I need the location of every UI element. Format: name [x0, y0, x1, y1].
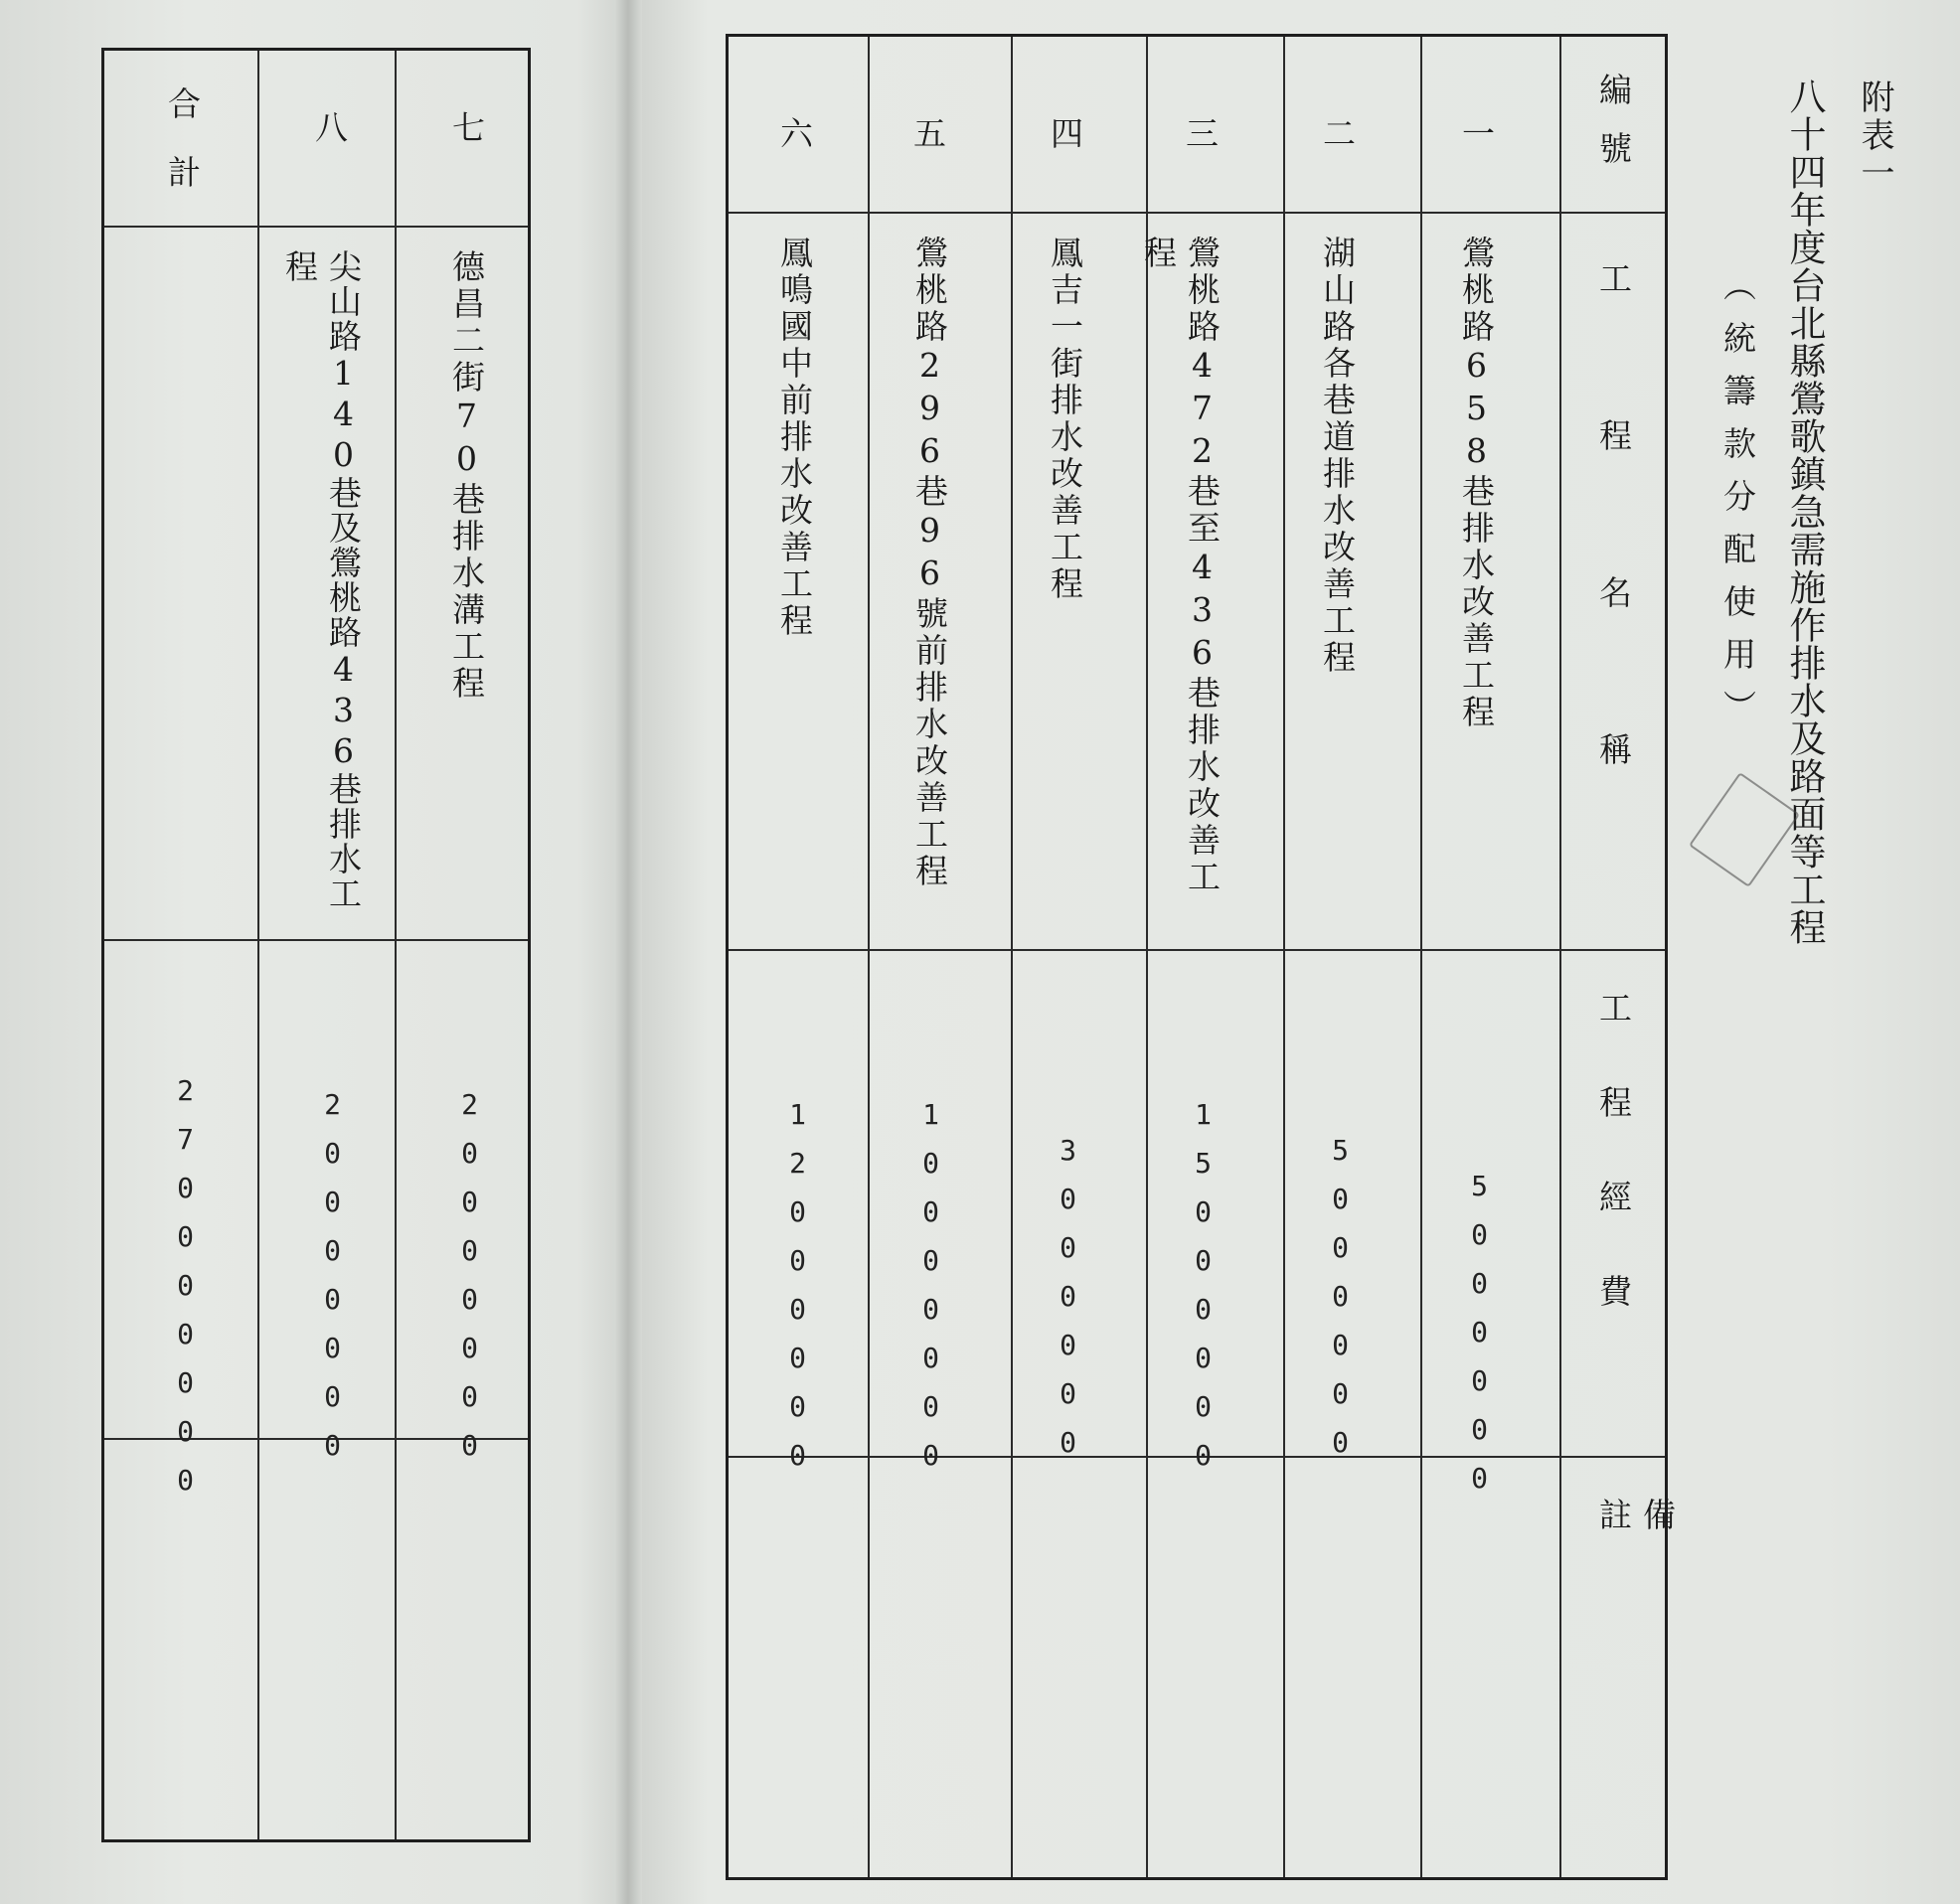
row-cost: 15000000	[1187, 1098, 1220, 1488]
row-number: 一	[1457, 116, 1496, 149]
row-number: 四	[1046, 116, 1084, 149]
row-number: 三	[1181, 116, 1220, 149]
row-project-name: 德昌二街70巷排水溝工程	[447, 249, 486, 703]
document-subtitle: （統籌款分配使用）	[1718, 268, 1757, 742]
document-title: 八十四年度台北縣鶯歌鎮急需施作排水及路面等工程	[1783, 78, 1826, 946]
row-project-name: 尖山路140巷及鶯桃路436巷排水工程	[280, 249, 363, 911]
header-remarks: 備註	[1594, 1498, 1677, 1858]
row-project-name: 湖山路各巷道排水改善工程	[1318, 236, 1357, 677]
row-number: 五	[908, 116, 947, 149]
row-cost: 5000000	[1463, 1170, 1496, 1510]
header-number: 編號	[1594, 73, 1633, 190]
row-project-name: 鶯桃路472巷至436巷排水改善工程	[1139, 236, 1222, 896]
row-cost: 10000000	[914, 1098, 947, 1488]
row-project-name: 鳳吉一街排水改善工程	[1046, 236, 1084, 603]
row-cost: 12000000	[781, 1098, 814, 1488]
row-cost: 20000000	[316, 1088, 349, 1478]
row-project-name: 鳳鳴國中前排水改善工程	[775, 236, 814, 640]
row-cost: 3000000	[1052, 1134, 1084, 1475]
total-label: 合計	[163, 86, 202, 224]
appendix-label: 附表一	[1855, 79, 1894, 193]
row-project-name: 鶯桃路296巷96號前排水改善工程	[910, 236, 949, 890]
row-number: 七	[447, 110, 486, 143]
continuation-table	[101, 48, 531, 1842]
total-cost: 270000000	[169, 1074, 202, 1512]
header-cost: 工程經費	[1594, 991, 1633, 1368]
book-spine	[614, 0, 642, 1904]
header-project-name: 工程名稱	[1594, 261, 1633, 889]
row-cost: 5000000	[1324, 1134, 1357, 1475]
row-project-name: 鶯桃路658巷排水改善工程	[1457, 236, 1496, 731]
main-table	[726, 34, 1677, 1880]
row-number: 八	[310, 110, 349, 143]
row-number: 二	[1318, 116, 1357, 149]
row-cost: 20000000	[453, 1088, 486, 1478]
row-number: 六	[775, 116, 814, 149]
